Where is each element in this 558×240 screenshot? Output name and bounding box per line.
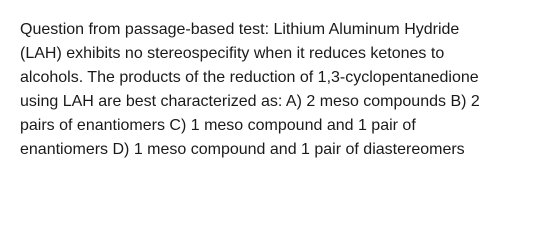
question-line-6: enantiomers D) 1 meso compound and 1 pair of diastereomers: [20, 141, 465, 158]
question-line-5: pairs of enantiomers C) 1 meso compound and 1 pair of: [20, 117, 416, 134]
question-line-2: (LAH) exhibits no stereospecifity when it reduces ketones to: [20, 45, 445, 62]
question-line-1: Question from passage-based test: Lithium Aluminum Hydride: [20, 21, 460, 38]
question-line-4: using LAH are best characterized as: A) 2 meso compounds B) 2: [20, 93, 480, 110]
question-text: [20, 18, 550, 162]
question-line-3: alcohols. The products of the reduction of 1,3-cyclopentanedione: [20, 69, 479, 86]
